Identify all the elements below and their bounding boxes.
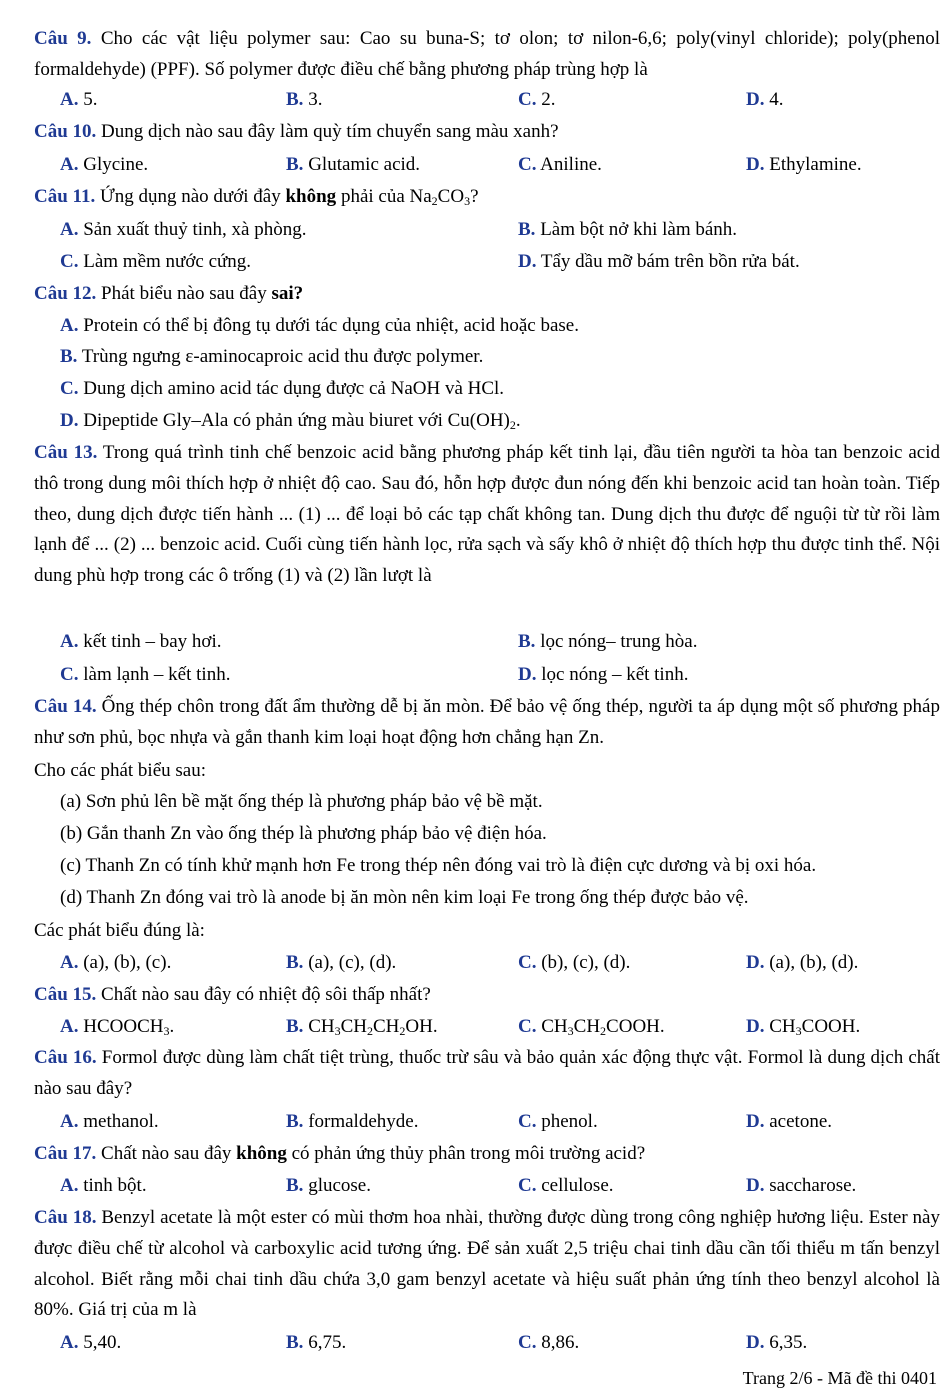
option-c[interactable]: C. cellulose. <box>518 1175 614 1196</box>
question-14-intro: Cho các phát biểu sau: <box>34 760 207 781</box>
question-10 <box>34 117 940 148</box>
question-text: Benzyl acetate là một ester có mùi thơm hoa nhài, thường được dùng trong công nghiệp hương liệu. Ester này được điều chế từ alcohol và carboxylic acid tương ứng. Để sản xuất 2,5 triệu chai tinh dầu cần tối thiểu m tấn benzyl alcohol. Biết rằng mỗi chai tinh dầu chứa 3,0 gam benzyl acetate và hiệu suất phản ứng tính theo benzyl alcohol là 80%. Giá trị của m là <box>34 1207 940 1321</box>
option-a[interactable]: A. Protein có thể bị đông tụ dưới tác dụng của nhiệt, acid hoặc base. <box>60 315 579 336</box>
statement-b: (b) Gắn thanh Zn vào ống thép là phương pháp bảo vệ điện hóa. <box>60 823 547 844</box>
option-d[interactable]: D. $CH_3COOH$. <box>746 1016 861 1038</box>
question-16 <box>34 1043 940 1105</box>
option-b[interactable]: B. Glutamic acid. <box>286 154 421 175</box>
option-b[interactable]: B. glucose. <box>286 1175 371 1196</box>
option-a[interactable]: A. 5,40. <box>60 1332 122 1353</box>
option-a[interactable]: A. tinh bột. <box>60 1175 147 1196</box>
question-14 <box>34 692 940 754</box>
question-text: Formol được dùng làm chất tiệt trùng, thuốc trừ sâu và bảo quản xác động thực vật. Formol là dung dịch chất nào sau đây? <box>34 1047 941 1099</box>
emphasis: không <box>285 186 337 207</box>
option-a[interactable]: A. Sản xuất thuỷ tinh, xà phòng. <box>60 219 307 240</box>
option-c[interactable]: C. 2. <box>518 89 556 110</box>
option-c[interactable]: C. Dung dịch amino acid tác dụng được cả NaOH và HCl. <box>60 378 505 399</box>
option-d[interactable]: D. Dipeptide Gly–Ala có phản ứng màu biuret với $Cu(OH)_2$. <box>60 410 521 432</box>
option-b[interactable]: B. $CH_3CH_2CH_2OH$. <box>286 1016 438 1038</box>
question-text: Ống thép chôn trong đất ẩm thường dễ bị ăn mòn. Để bảo vệ ống thép, người ta áp dụng một số phương pháp như sơn phủ, bọc nhựa và gắn thanh kim loại hoạt động hơn chẳng hạn Zn. <box>34 696 940 748</box>
question-12: Câu 12. Phát biểu nào sau đây sai? <box>34 283 304 304</box>
question-label: Câu 18. <box>34 1207 97 1228</box>
emphasis: sai? <box>271 283 304 304</box>
question-11: Câu 11. Ứng dụng nào dưới đây không phải của $Na_2CO_3$? <box>34 186 479 208</box>
question-label: Câu 17. <box>34 1143 97 1164</box>
option-d[interactable]: D. Tẩy dầu mỡ bám trên bồn rửa bát. <box>518 251 800 272</box>
option-d[interactable]: D. Ethylamine. <box>746 154 862 175</box>
question-label: Câu 10. <box>34 121 97 142</box>
option-a[interactable]: A. (a), (b), (c). <box>60 952 172 973</box>
option-b[interactable]: B. 6,75. <box>286 1332 347 1353</box>
option-b[interactable]: B. formaldehyde. <box>286 1111 419 1132</box>
option-b[interactable]: B. 3. <box>286 89 323 110</box>
question-9 <box>34 24 940 86</box>
option-a[interactable]: A. 5. <box>60 89 98 110</box>
question-14-prompt: Các phát biểu đúng là: <box>34 920 205 941</box>
question-label: Câu 9. <box>34 28 92 49</box>
question-text: Cho các vật liệu polymer sau: Cao su buna-S; tơ olon; tơ nilon-6,6; poly(vinyl chloride); poly(phenol formaldehyde) (PPF). Số polymer được điều chế bằng phương pháp trùng hợp là <box>34 28 940 80</box>
option-c[interactable]: C. làm lạnh – kết tinh. <box>60 664 231 685</box>
statement-a: (a) Sơn phủ lên bề mặt ống thép là phương pháp bảo vệ bề mặt. <box>60 791 543 812</box>
option-a[interactable]: A. Glycine. <box>60 154 149 175</box>
question-label: Câu 13. <box>34 442 98 463</box>
option-c[interactable]: C. 8,86. <box>518 1332 580 1353</box>
question-label: Câu 15. <box>34 984 97 1005</box>
option-c[interactable]: C. Aniline. <box>518 154 602 175</box>
option-a[interactable]: A. $HCOOCH_3$. <box>60 1016 175 1038</box>
emphasis: không <box>236 1143 287 1164</box>
question-text: Dung dịch nào sau đây làm quỳ tím chuyển sang màu xanh? <box>96 121 559 142</box>
option-d[interactable]: D. lọc nóng – kết tinh. <box>518 664 689 685</box>
question-text: Chất nào sau đây có nhiệt độ sôi thấp nhất? <box>96 984 431 1005</box>
option-c[interactable]: C. Làm mềm nước cứng. <box>60 251 252 272</box>
option-b[interactable]: B. Làm bột nở khi làm bánh. <box>518 219 738 240</box>
option-d[interactable]: D. 6,35. <box>746 1332 808 1353</box>
option-a[interactable]: A. kết tinh – bay hơi. <box>60 631 222 652</box>
question-13 <box>34 438 940 592</box>
page-footer: Trang 2/6 - Mã đề thi 0401 <box>742 1368 937 1388</box>
option-b[interactable]: B. Trùng ngưng ε-aminocaproic acid thu được polymer. <box>60 346 484 367</box>
question-18 <box>34 1203 940 1326</box>
question-17: Câu 17. Chất nào sau đây không có phản ứng thủy phân trong môi trường acid? <box>34 1143 646 1164</box>
option-d[interactable]: D. 4. <box>746 89 784 110</box>
option-c[interactable]: C. (b), (c), (d). <box>518 952 631 973</box>
option-c[interactable]: C. phenol. <box>518 1111 598 1132</box>
option-b[interactable]: B. (a), (c), (d). <box>286 952 397 973</box>
option-d[interactable]: D. saccharose. <box>746 1175 857 1196</box>
question-label: Câu 12. <box>34 283 97 304</box>
question-label: Câu 14. <box>34 696 97 717</box>
question-text: Trong quá trình tinh chế benzoic acid bằng phương pháp kết tinh lại, đầu tiên người ta hòa tan benzoic acid thô trong dung môi thích hợp ở nhiệt độ cao. Sau đó, hỗn hợp được đun nóng đến khi benzoic acid tan hoàn toàn. Tiếp theo, dung dịch được tiến hành ... (1) ... để loại bỏ các tạp chất không tan. Dung dịch thu được để nguội từ từ rồi làm lạnh để ... (2) ... benzoic acid. Cuối cùng tiến hành lọc, rửa sạch và sấy khô ở nhiệt độ thích hợp thu được tinh thể. Nội dung phù hợp trong các ô trống (1) và (2) lần lượt là <box>34 442 940 587</box>
option-a[interactable]: A. methanol. <box>60 1111 159 1132</box>
statement-d: (d) Thanh Zn đóng vai trò là anode bị ăn mòn nên kim loại Fe trong ống thép được bảo vệ. <box>60 887 749 908</box>
statement-c: (c) Thanh Zn có tính khử mạnh hơn Fe trong thép nên đóng vai trò là điện cực dương và bị oxi hóa. <box>60 855 817 876</box>
option-d[interactable]: D. (a), (b), (d). <box>746 952 859 973</box>
option-b[interactable]: B. lọc nóng– trung hòa. <box>518 631 698 652</box>
question-label: Câu 11. <box>34 186 96 207</box>
option-c[interactable]: C. $CH_3CH_2COOH$. <box>518 1016 665 1038</box>
question-label: Câu 16. <box>34 1047 97 1068</box>
option-d[interactable]: D. acetone. <box>746 1111 832 1132</box>
question-15 <box>34 980 940 1011</box>
